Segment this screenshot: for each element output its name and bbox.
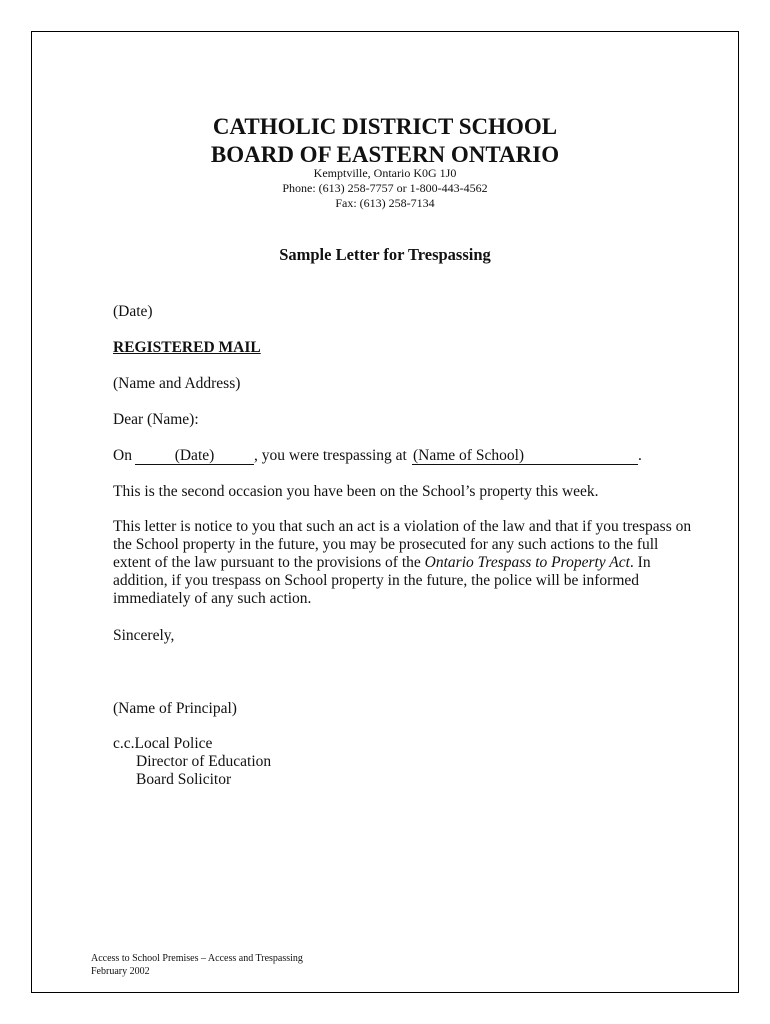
cc-recipient: Director of Education	[136, 753, 272, 770]
cc-list	[113, 735, 271, 789]
notice-line-part: . In	[629, 554, 651, 571]
notice-line-part: extent of the law pursuant to the provisions of the	[113, 554, 421, 571]
registered-mail-label: REGISTERED MAIL	[113, 339, 261, 356]
act-name: Ontario Trespass to Property Act	[424, 554, 630, 571]
incident-prefix: On	[113, 447, 132, 464]
cc-label: c.c.	[113, 735, 135, 752]
notice-line: immediately of any such action.	[113, 590, 312, 607]
date-blank: (Date)	[135, 446, 254, 465]
second-occasion-text: This is the second occasion you have been on the School’s property this week.	[113, 483, 599, 500]
org-phone: Phone: (613) 258-7757 or 1-800-443-4562	[282, 181, 488, 195]
signature-placeholder: (Name of Principal)	[113, 700, 237, 717]
letter-title: Sample Letter for Trespassing	[279, 245, 491, 264]
salutation: Dear (Name):	[113, 411, 199, 428]
name-address-placeholder: (Name and Address)	[113, 375, 241, 392]
notice-line: the School property in the future, you may be prosecuted for any such actions to the full	[113, 536, 659, 553]
org-fax: Fax: (613) 258-7134	[335, 196, 435, 210]
school-blank: (Name of School)	[412, 446, 638, 465]
notice-line: addition, if you trespass on School property in the future, the police will be informed	[113, 572, 640, 589]
closing: Sincerely,	[113, 627, 175, 644]
org-name-line2: BOARD OF EASTERN ONTARIO	[210, 142, 560, 167]
footer-line1: Access to School Premises – Access and Trespassing	[91, 953, 303, 964]
incident-end: .	[638, 447, 642, 464]
cc-recipient: Local Police	[134, 735, 213, 752]
footer-line2: February 2002	[91, 966, 150, 977]
cc-first-line	[113, 735, 271, 753]
org-name-line1: CATHOLIC DISTRICT SCHOOL	[212, 114, 558, 139]
cc-recipient: Board Solicitor	[136, 771, 232, 788]
notice-paragraph	[113, 518, 691, 608]
org-address: Kemptville, Ontario K0G 1J0	[313, 166, 457, 180]
date-placeholder: (Date)	[113, 303, 153, 320]
notice-line: This letter is notice to you that such an act is a violation of the law and that if you trespass on	[113, 518, 692, 535]
incident-middle: , you were trespassing at	[254, 447, 407, 464]
notice-line	[113, 554, 691, 572]
incident-line	[113, 446, 673, 465]
